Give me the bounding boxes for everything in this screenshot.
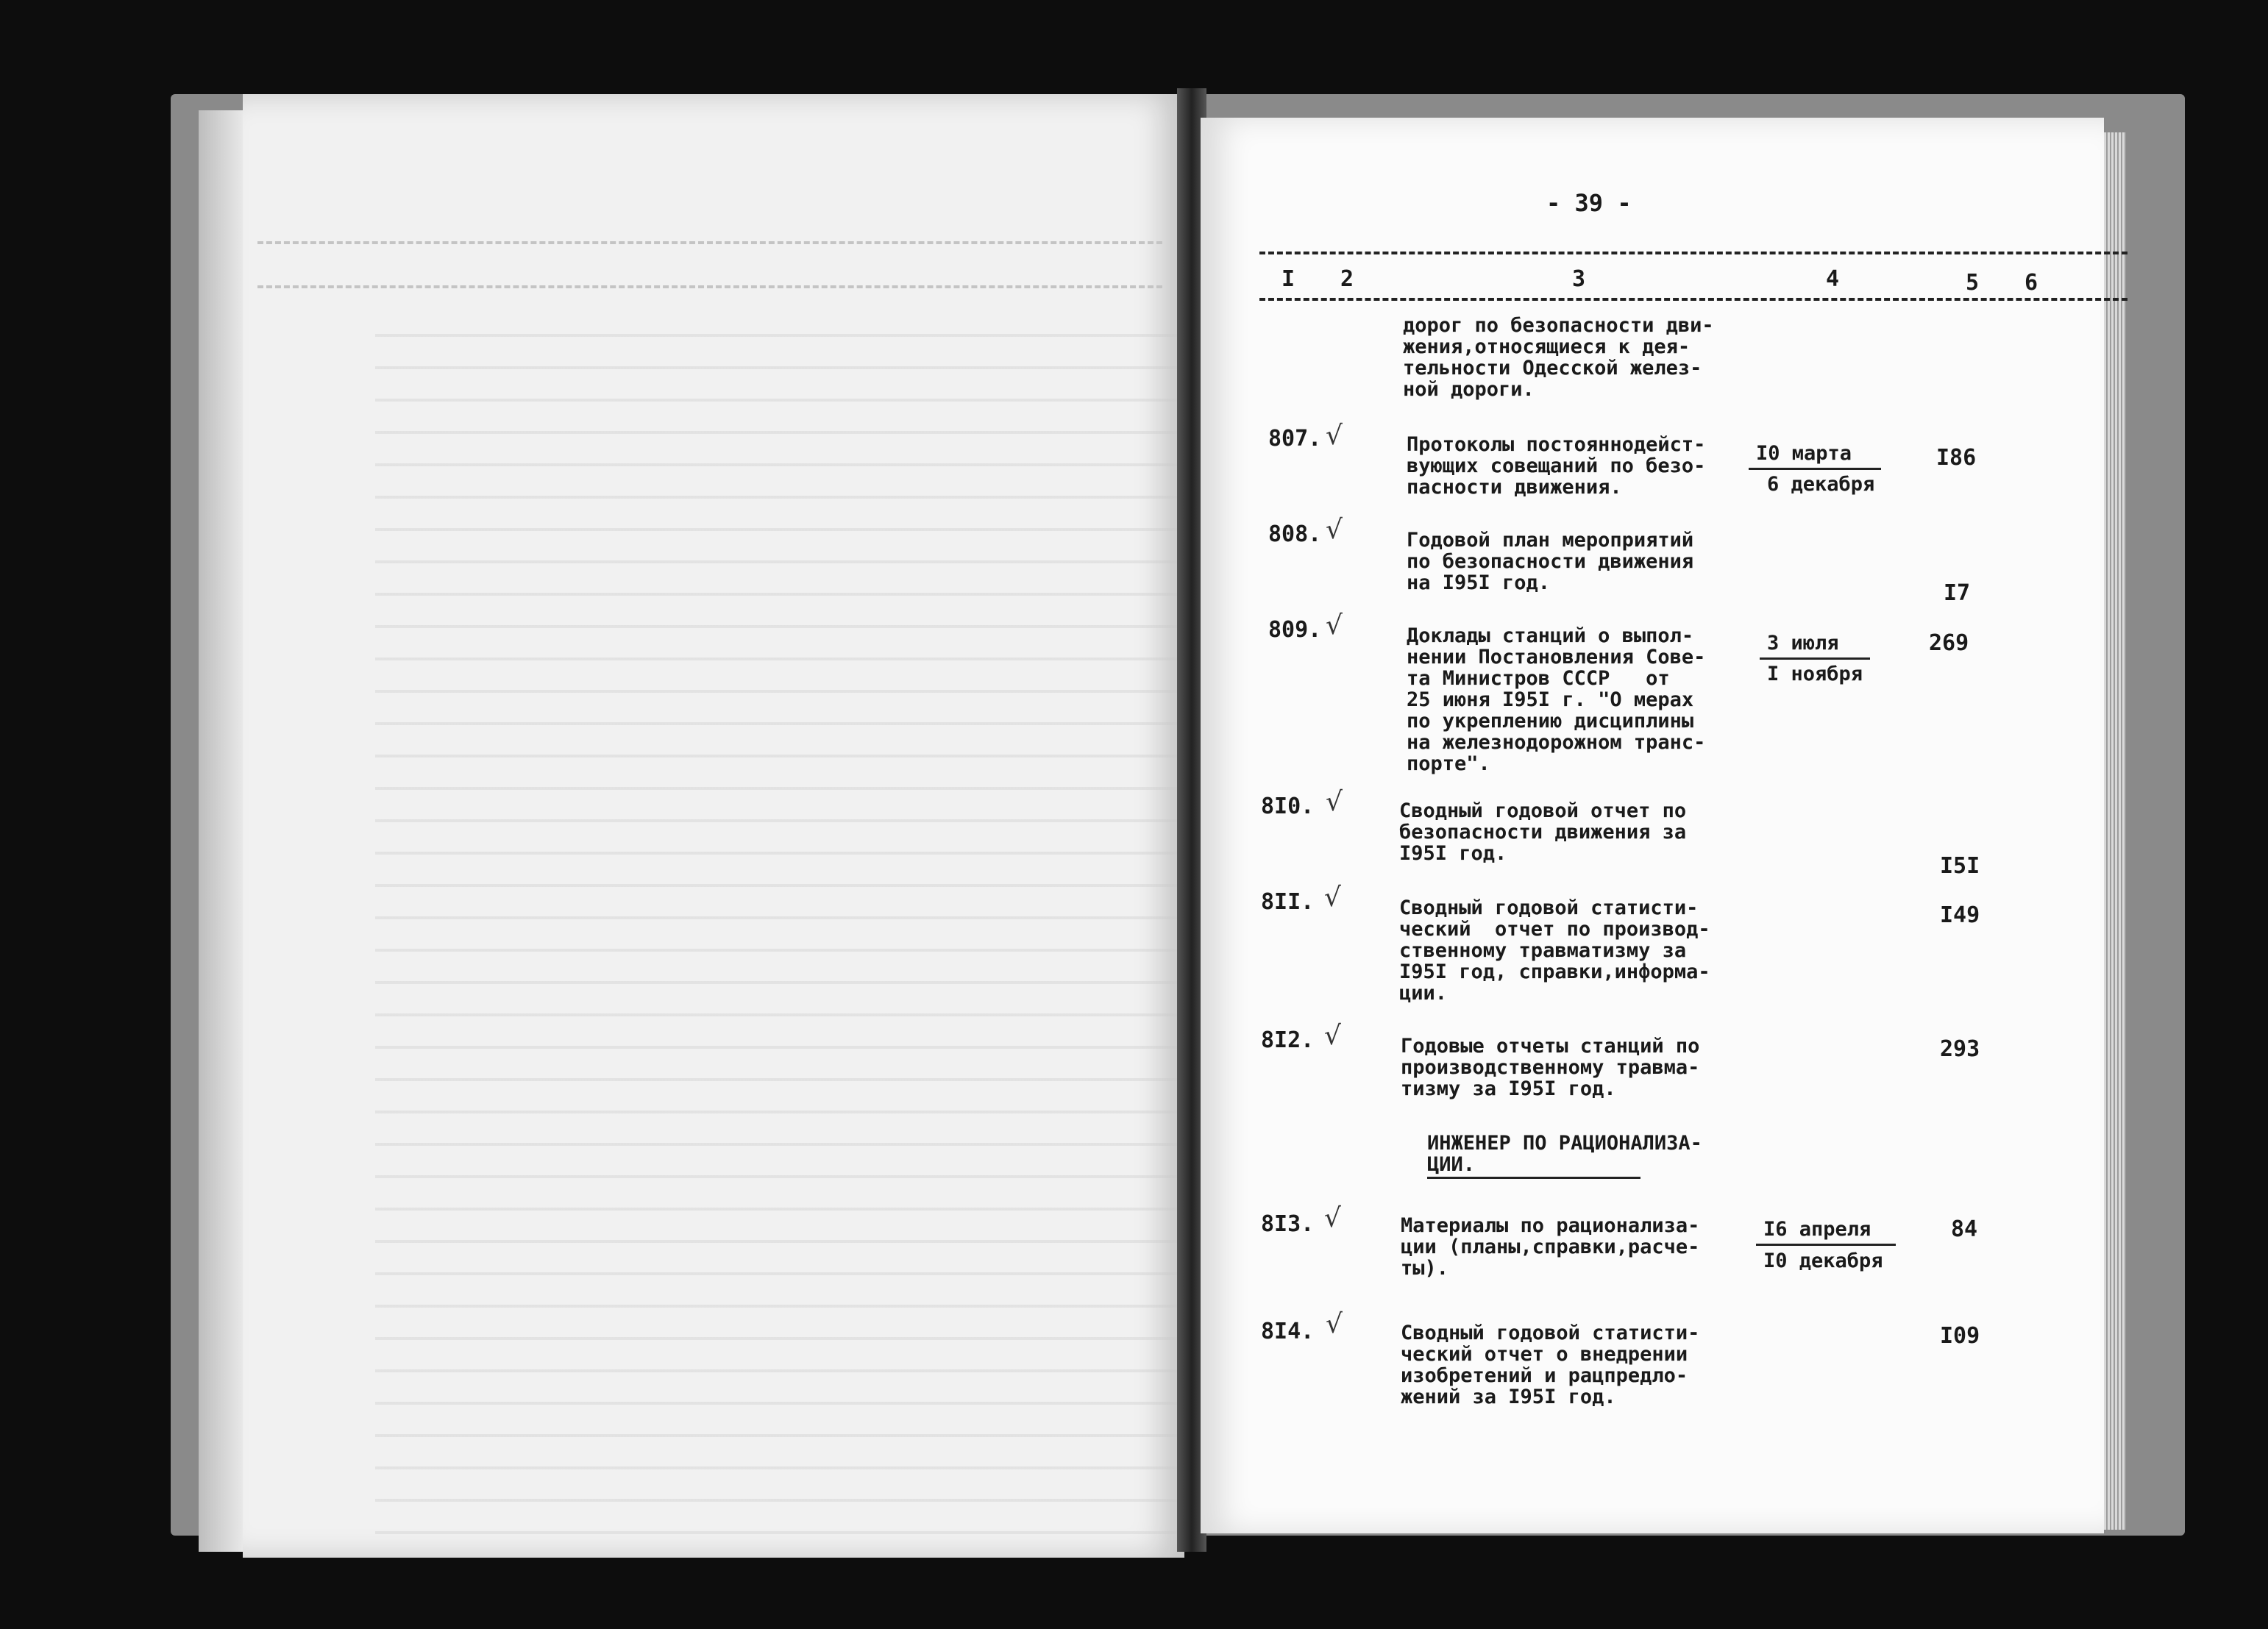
left-page-edge <box>199 110 243 1552</box>
left-page <box>243 94 1184 1558</box>
entry-sheets: 293 <box>1940 1036 1980 1062</box>
entry-title: Протоколы постояннодейст- вующих совещаний по безо- пасности движения. <box>1407 433 1706 499</box>
entry-date-start: I6 апреля <box>1763 1218 1871 1241</box>
date-divider <box>1760 657 1870 660</box>
column-header: 5 <box>1966 270 1980 296</box>
entry-title: Сводный годовой отчет по безопасности движения за I95I год. <box>1399 799 1687 865</box>
entry-number: 8II. <box>1261 889 1315 915</box>
entry-number: 807. <box>1268 426 1322 452</box>
entry-sheets: I5I <box>1940 853 1980 879</box>
continuation-text: дорог по безопасности дви- жения,относящиеся к дея- тельности Одесской желез- ной дороги. <box>1403 314 1714 401</box>
entry-sheets: I86 <box>1936 445 1977 471</box>
section-heading-underline <box>1427 1177 1640 1179</box>
entry-date-end: I ноября <box>1767 663 1863 685</box>
left-page-ghost-rule <box>257 241 1162 244</box>
entry-number: 8I2. <box>1261 1027 1315 1053</box>
header-rule-top <box>1259 252 2127 254</box>
checkmark-icon: √ <box>1326 610 1343 641</box>
checkmark-icon: √ <box>1326 421 1343 451</box>
checkmark-icon: √ <box>1326 1309 1343 1339</box>
entry-sheets: 84 <box>1951 1216 1978 1242</box>
column-header: 6 <box>2025 270 2038 296</box>
entry-sheets: 269 <box>1929 630 1969 656</box>
entry-title: Доклады станций о выпол- нении Постановления Сове- та Министров СССР от 25 июня I95I г. "О мерах по укреплению дисциплины на железнодорожном транс- порте". <box>1407 624 1706 775</box>
entry-number: 809. <box>1268 617 1322 643</box>
column-header: I <box>1281 266 1295 292</box>
entry-title: Сводный годовой статисти- ческий отчет по производ- ственному травматизму за I95I год, справки,информа- ции. <box>1399 897 1710 1005</box>
checkmark-icon: √ <box>1326 515 1343 545</box>
right-page <box>1201 118 2104 1533</box>
column-header: 2 <box>1340 266 1354 292</box>
entry-number: 8I4. <box>1261 1319 1315 1344</box>
page-number: - 39 - <box>1546 189 1632 217</box>
entry-title: Материалы по рационализа- ции (планы,справки,расче- ты). <box>1401 1214 1700 1280</box>
entry-date-start: 3 июля <box>1767 632 1839 655</box>
left-page-ghost-rule <box>257 285 1162 288</box>
entry-sheets: I49 <box>1940 902 1980 928</box>
left-page-ghost-text <box>375 315 1184 1550</box>
entry-date-end: 6 декабря <box>1767 473 1875 496</box>
entry-sheets: I7 <box>1944 580 1971 606</box>
header-rule-bottom <box>1259 298 2127 301</box>
entry-date-end: I0 декабря <box>1763 1250 1883 1272</box>
checkmark-icon: √ <box>1324 883 1341 913</box>
checkmark-icon: √ <box>1324 1021 1341 1051</box>
checkmark-icon: √ <box>1324 1203 1341 1233</box>
date-divider <box>1756 1244 1896 1246</box>
entry-number: 8I0. <box>1261 794 1315 819</box>
entry-title: Годовой план мероприятий по безопасности движения на I95I год. <box>1407 529 1694 594</box>
entry-sheets: I09 <box>1940 1323 1980 1349</box>
column-header: 3 <box>1572 266 1586 292</box>
column-header: 4 <box>1826 266 1840 292</box>
entry-number: 8I3. <box>1261 1211 1315 1237</box>
entry-title: Годовые отчеты станций по производственному травма- тизму за I95I год. <box>1401 1035 1700 1100</box>
section-heading: ИНЖЕНЕР ПО РАЦИОНАЛИЗА- ЦИИ. <box>1427 1132 1702 1176</box>
checkmark-icon: √ <box>1326 787 1343 817</box>
date-divider <box>1749 468 1881 470</box>
entry-number: 808. <box>1268 521 1322 547</box>
entry-title: Сводный годовой статисти- ческий отчет о внедрении изобретений и рацпредло- жений за I95I год. <box>1401 1322 1700 1408</box>
entry-date-start: I0 марта <box>1756 442 1852 465</box>
